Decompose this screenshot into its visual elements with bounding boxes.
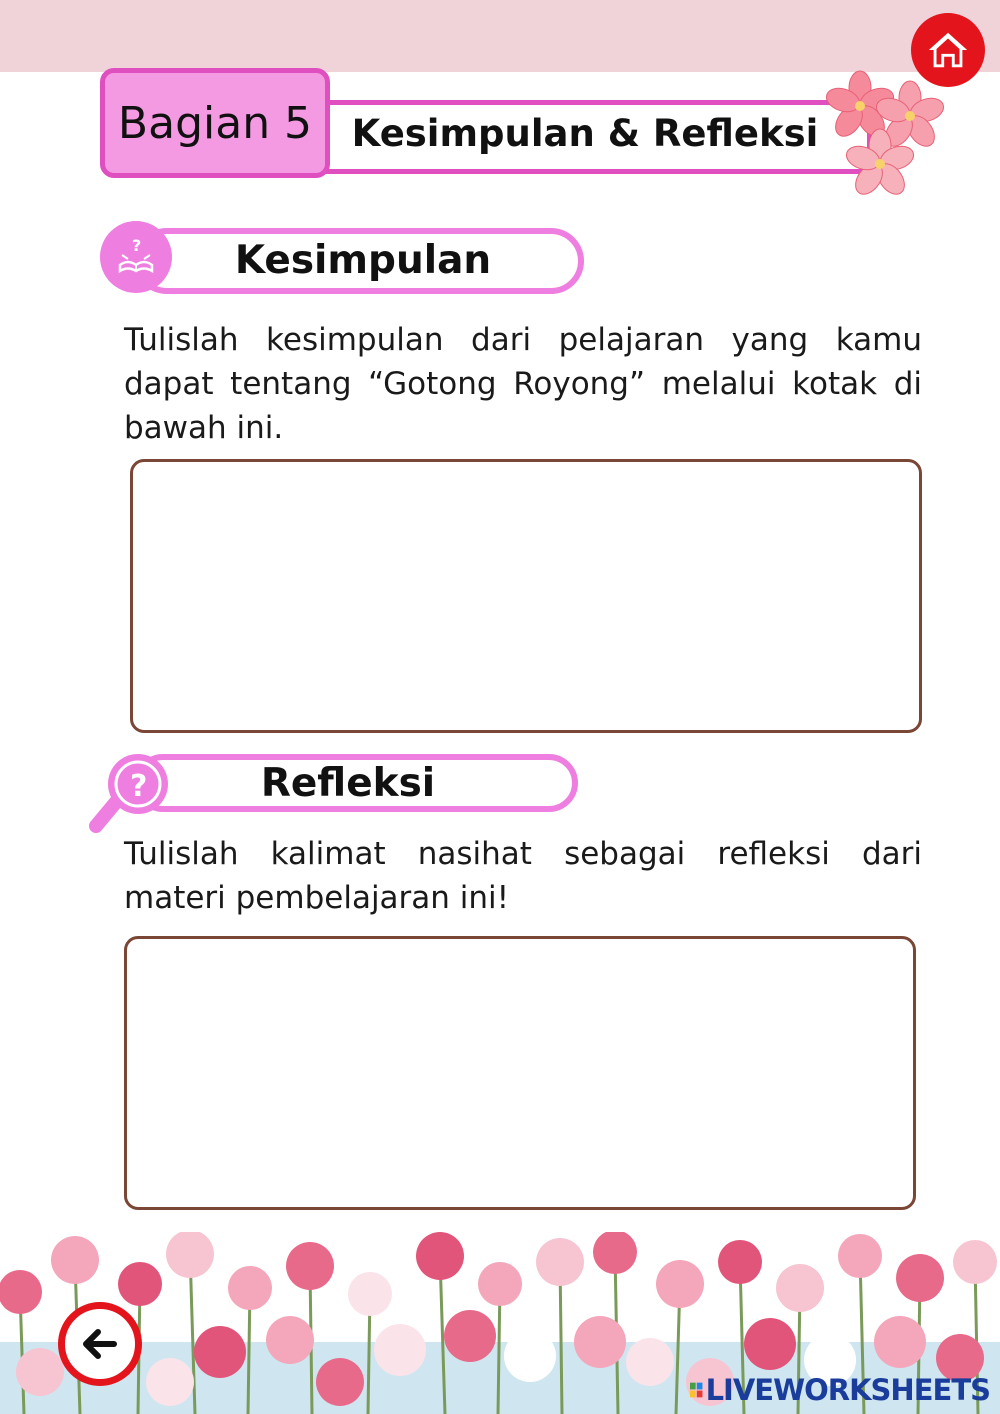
liveworksheets-logo-icon <box>690 1377 704 1403</box>
svg-text:?: ? <box>132 236 142 255</box>
liveworksheets-watermark <box>690 1372 990 1408</box>
refleksi-heading: Refleksi <box>260 761 436 806</box>
watermark-text: LIVEWORKSHEETS <box>705 1373 990 1407</box>
kesimpulan-answer-box[interactable] <box>130 459 922 733</box>
kesimpulan-instruction: Tulislah kesimpulan dari pelajaran yang kamu dapat tentang “Gotong Royong” melalui kotak di bawah ini. <box>124 322 922 446</box>
kesimpulan-heading: Kesimpulan <box>234 238 492 283</box>
section-tab <box>100 68 330 178</box>
flowers-decoration <box>822 68 947 203</box>
refleksi-answer-box[interactable] <box>124 936 916 1210</box>
back-button[interactable] <box>58 1302 142 1386</box>
book-question-icon <box>114 235 158 279</box>
home-icon <box>925 27 971 73</box>
arrow-left-icon <box>78 1322 122 1366</box>
kesimpulan-icon-circle <box>100 221 172 293</box>
page-title: Kesimpulan & Refleksi <box>351 112 819 155</box>
section-number: Bagian 5 <box>117 97 313 149</box>
svg-text:?: ? <box>130 769 148 804</box>
refleksi-instruction: Tulislah kalimat nasihat sebagai refleksi dari materi pembelajaran ini! <box>124 836 922 916</box>
magnifier-question-icon <box>86 752 176 836</box>
top-bar <box>0 0 1000 72</box>
